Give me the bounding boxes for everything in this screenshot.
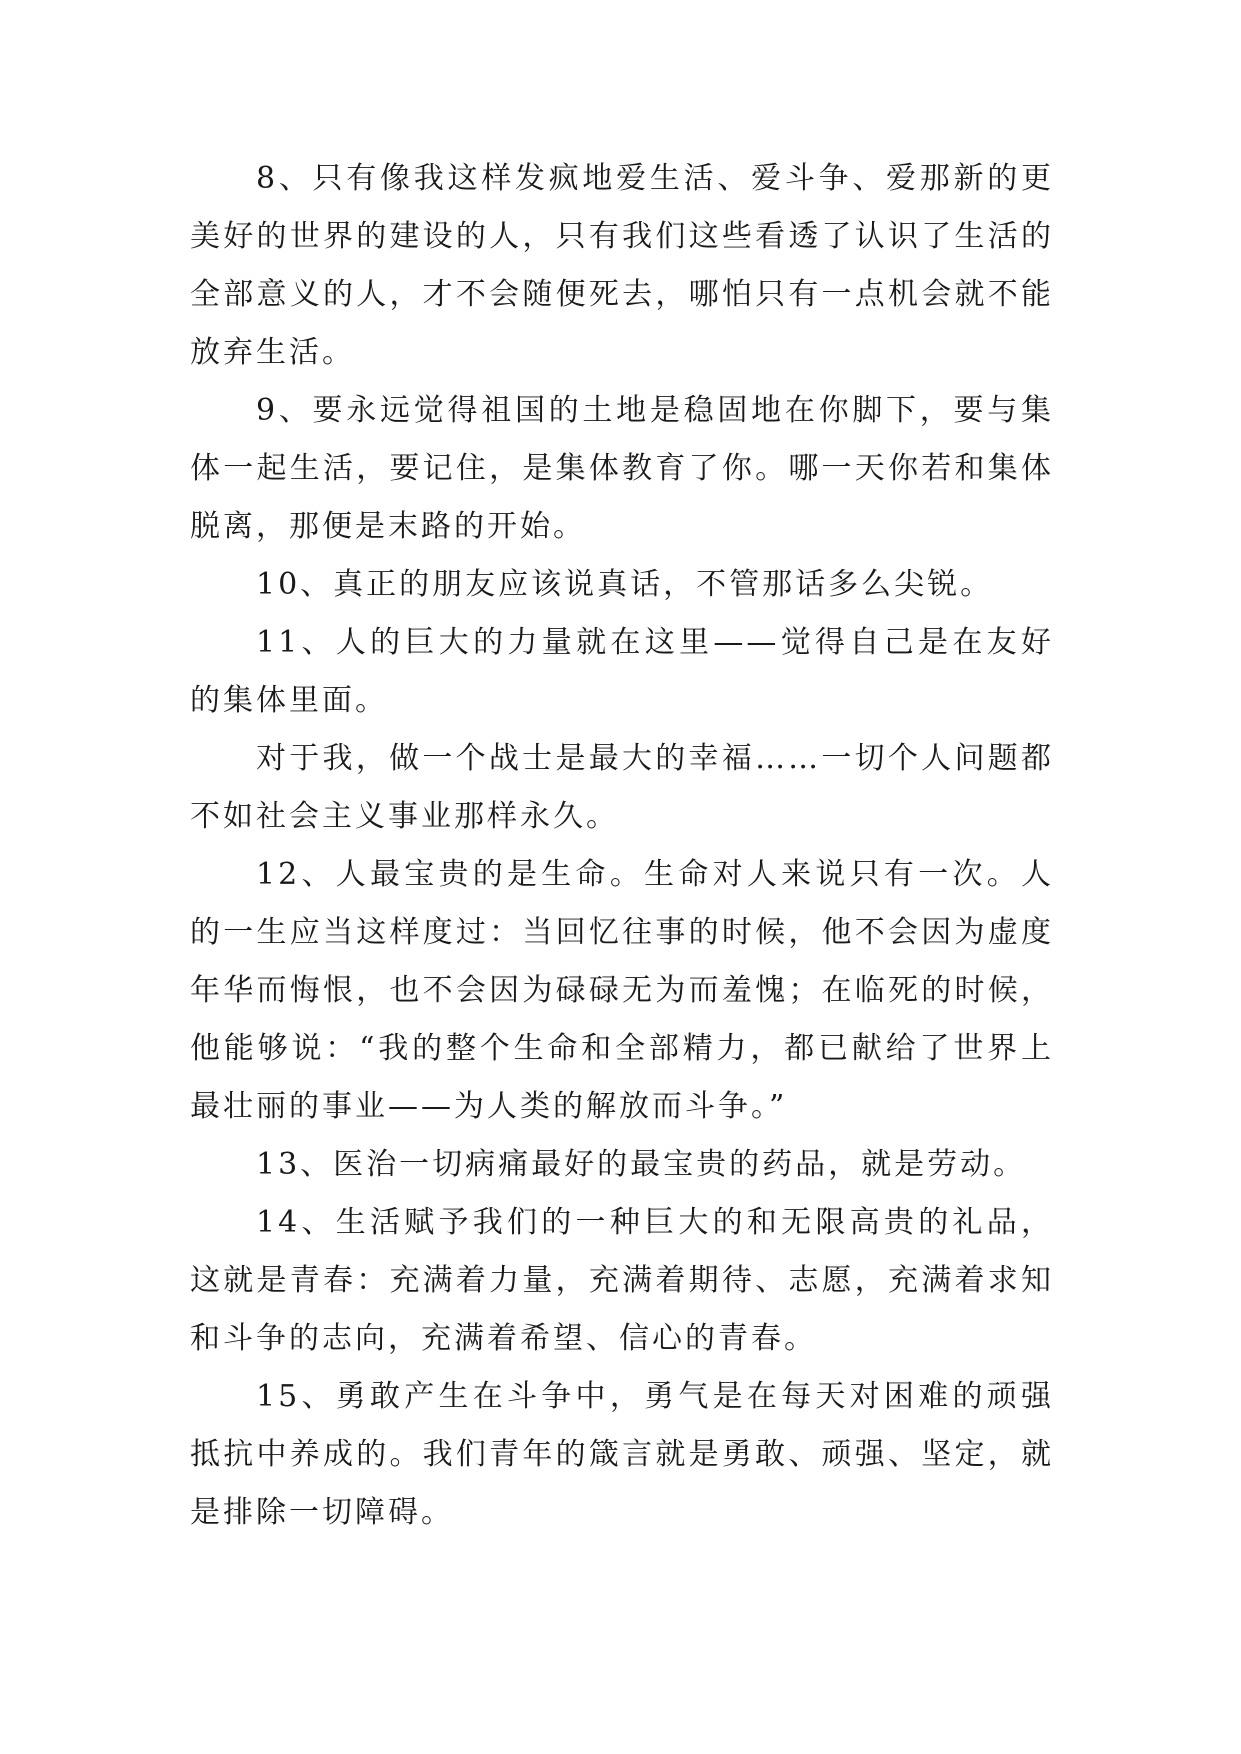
paragraph-quote-13: 13、医治一切病痛最好的最宝贵的药品，就是劳动。 — [256, 1147, 1027, 1182]
paragraph-quote-14: 14、生活赋予我们的一种巨大的和无限高贵的礼品，这就是青春：充满着力量，充满着期待、志愿，充满着求知和斗争的志向，充满着希望、信心的青春。 — [190, 1205, 1054, 1356]
document-body — [190, 150, 1054, 1542]
paragraph-quote-12: 12、人最宝贵的是生命。生命对人来说只有一次。人的一生应当这样度过：当回忆往事的时候，他不会因为虚度年华而悔恨，也不会因为碌碌无为而羞愧；在临死的时候，他能够说：“我的整个生命和全部精力，都已献给了世界上最壮丽的事业——为人类的解放而斗争。” — [190, 857, 1054, 1124]
paragraph-quote-11-continued: 对于我，做一个战士是最大的幸福……一切个人问题都不如社会主义事业那样永久。 — [190, 741, 1054, 834]
paragraph-quote-8: 8、只有像我这样发疯地爱生活、爱斗争、爱那新的更美好的世界的建设的人，只有我们这些看透了认识了生活的全部意义的人，才不会随便死去，哪怕只有一点机会就不能放弃生活。 — [190, 161, 1054, 370]
paragraph-quote-9: 9、要永远觉得祖国的土地是稳固地在你脚下，要与集体一起生活，要记住，是集体教育了你。哪一天你若和集体脱离，那便是末路的开始。 — [190, 393, 1054, 544]
paragraph-quote-10: 10、真正的朋友应该说真话，不管那话多么尖锐。 — [256, 567, 994, 602]
paragraph-quote-11: 11、人的巨大的力量就在这里——觉得自己是在友好的集体里面。 — [190, 625, 1054, 718]
paragraph-quote-15: 15、勇敢产生在斗争中，勇气是在每天对困难的顽强抵抗中养成的。我们青年的箴言就是勇敢、顽强、坚定，就是排除一切障碍。 — [190, 1379, 1054, 1530]
